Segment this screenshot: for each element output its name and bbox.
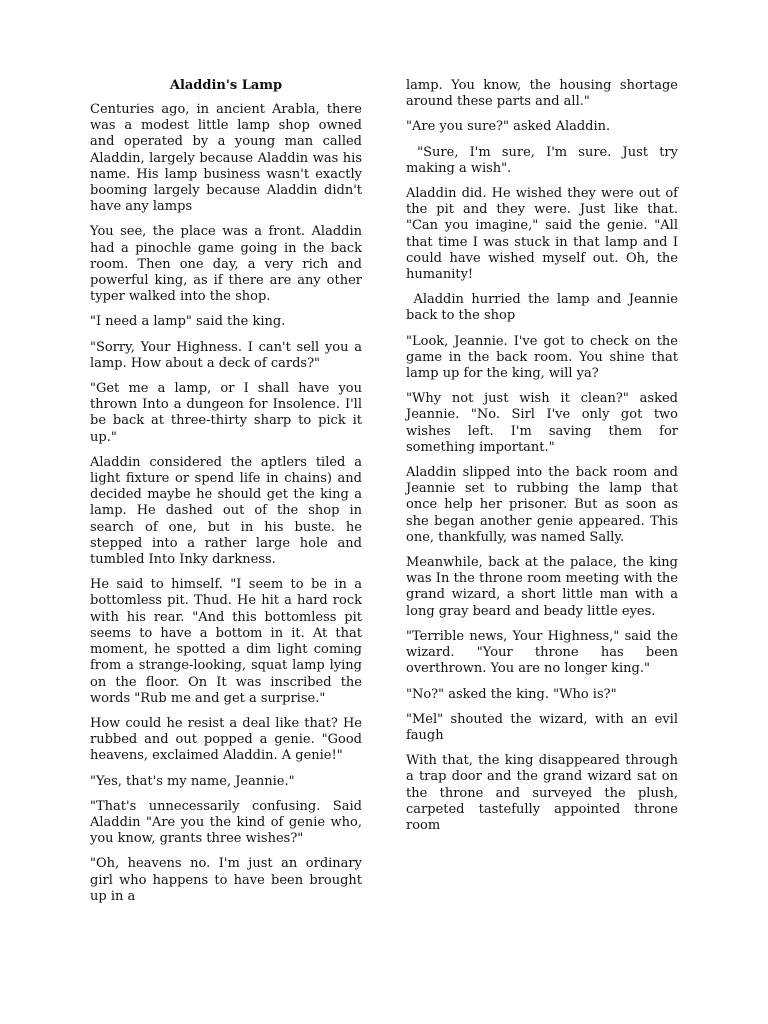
paragraph: "Why not just wish it clean?" asked Jeannie. "No. Sirl I've only got two wishes left. I'm saving them for something important.": [406, 391, 683, 455]
paragraph: "Oh, heavens no. I'm just an ordinary girl who happens to have been brought up in a: [90, 856, 367, 904]
paragraph: "That's unnecessarily confusing. Said Aladdin "Are you the kind of genie who, you know, grants three wishes?": [90, 798, 367, 847]
right-column: [406, 78, 683, 843]
paragraph: He said to himself. "I seem to be in a bottomless pit. Thud. He hit a hard rock with his rear. "And this bottomless pit seems to have a bottom in it. At that moment, he spotted a dim light coming from a strange-looking, squat lamp lying on the floor. On It was inscribed the words "Rub me and get a surprise.": [90, 577, 367, 706]
paragraph: "No?" asked the king. "Who is?": [406, 686, 617, 702]
left-column: [90, 78, 367, 914]
paragraph: Aladdin did. He wished they were out of the pit and they were. Just like that. "Can you imagine," said the genie. "All that time I was stuck in that lamp and I could have wished myself out. Oh, the humanity!: [406, 186, 683, 283]
paragraph: Centuries ago, in ancient Arabla, there was a modest little lamp shop owned and operated by a young man called Aladdin, largely because Aladdin was his name. His lamp business wasn't exactly booming largely because Aladdin didn't have any lamps: [90, 102, 367, 215]
paragraph: "Sorry, Your Highness. I can't sell you a lamp. How about a deck of cards?": [90, 339, 367, 371]
paragraph: lamp. You know, the housing shortage around these parts and all.": [406, 78, 683, 110]
paragraph: Aladdin hurried the lamp and Jeannie back to the shop: [406, 292, 683, 324]
paragraph: "Mel" shouted the wizard, with an evil faugh: [406, 711, 683, 743]
paragraph: "Terrible news, Your Highness," said the wizard. "Your throne has been overthrown. You are no longer king.": [406, 628, 683, 677]
paragraph: "Yes, that's my name, Jeannie.": [90, 773, 295, 789]
paragraph: Aladdin slipped into the back room and Jeannie set to rubbing the lamp that once help her prisoner. But as soon as she began another genie appeared. This one, thankfully, was named Sally.: [406, 465, 683, 545]
story-title: Aladdin's Lamp: [169, 78, 283, 93]
paragraph: "Sure, I'm sure, I'm sure. Just try making a wish".: [406, 144, 683, 176]
paragraph: "Get me a lamp, or I shall have you thrown Into a dungeon for Insolence. I'll be back at three-thirty sharp to pick it up.": [90, 381, 367, 445]
paragraph: Aladdin considered the aptlers tiled a light fixture or spend life in chains) and decided maybe he should get the king a lamp. He dashed out of the shop in search of one, but in his buste. he stepped into a rather large hole and tumbled Into Inky darkness.: [90, 454, 367, 568]
paragraph: How could he resist a deal like that? He rubbed and out popped a genie. "Good heavens, exclaimed Aladdin. A genie!": [90, 715, 367, 764]
paragraph: "I need a lamp" said the king.: [90, 314, 286, 330]
paragraph: Meanwhile, back at the palace, the king was In the throne room meeting with the grand wizard, a short little man with a long gray beard and beady little eyes.: [406, 555, 683, 619]
paragraph: With that, the king disappeared through a trap door and the grand wizard sat on the throne and surveyed the plush, carpeted tastefully appointed throne room: [406, 753, 683, 833]
paragraph: You see, the place was a front. Aladdin had a pinochle game going in the back room. Then one day, a very rich and powerful king, as if there are any other typer walked into the shop.: [90, 224, 367, 305]
paragraph: "Are you sure?" asked Aladdin.: [406, 119, 611, 135]
paragraph: "Look, Jeannie. I've got to check on the game in the back room. You shine that lamp up for the king, will ya?: [406, 333, 683, 382]
